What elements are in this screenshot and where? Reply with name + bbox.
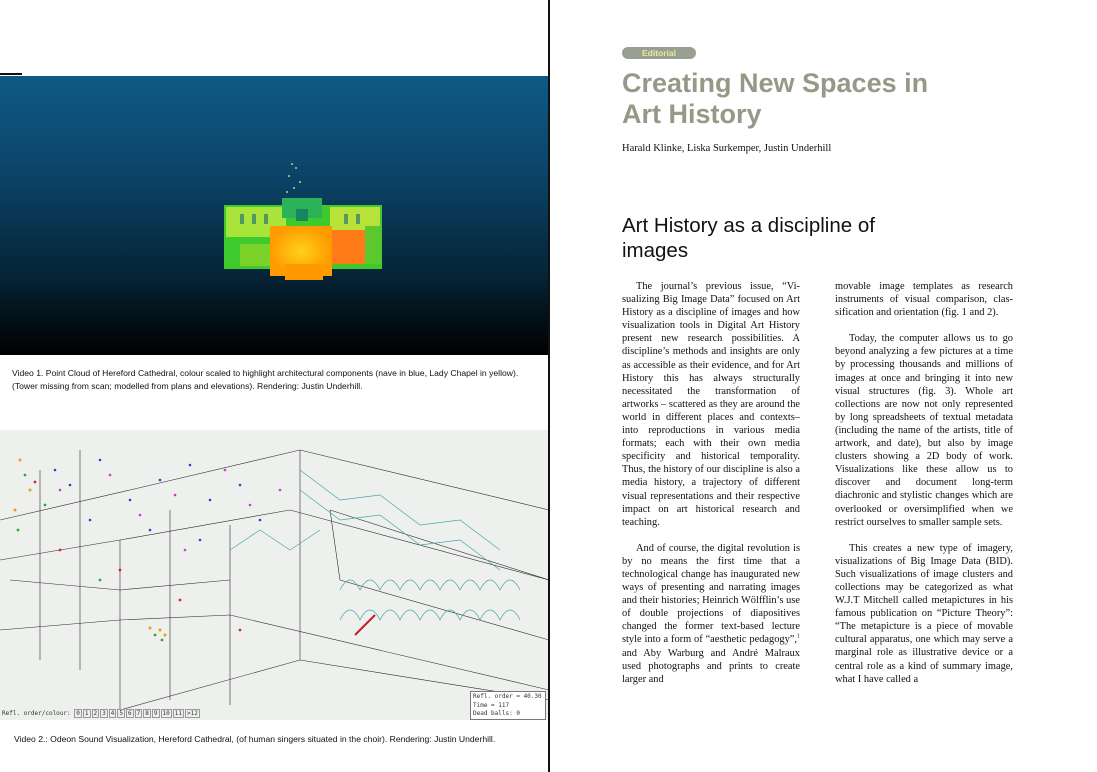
figure-2-readout [470,691,546,720]
paragraph: The journal’s previous issue, “Visualizing Big Image Data” focused on Art History as a discipline of images and how visualization tools in Digital Art History present new research possibilities. A discipline’s methods and insights are only as accessible as their evidence, and for Art History this has always structurally necessitated the transformation of artworks – scattered as they are around the world in different places and contexts– into reproductions in various media formats; each with their own media specificity and historical temporality. Thus, the history of our discipline is also a media history, a trajectory of different visual representations and their respective impact on art historical research and teaching. [622,281,800,528]
point-cloud-image [0,76,549,355]
legend-item: 1 [84,710,89,717]
figure-1-caption: Video 1. Point Cloud of Hereford Cathedral, colour scaled to highlight architectural components (nave in blue, Lady Chapel in yellow). (Tower missing from scan; modelled from plans and elevations). Rendering: Justin Underhill. [12,368,519,391]
paragraph: This creates a new type of imagery, visualizations of Big Image Data (BID). Such visualizations of image clusters and collections may be categorized as what W.J.T Mitchell called metapictures in his famous publication on “Picture Theory”: “The metapicture is a piece of movable cultural apparatus, one which may serve a marginal role as illustrative device or a central role as a kind of summary image, what I have called a [835,542,1013,685]
article-title: Creating New Spaces in Art History [622,68,929,129]
text-column-1 [622,280,800,686]
legend-item: 7 [136,710,141,717]
legend-item: 4 [110,710,115,717]
footnote-marker: 1 [797,633,800,640]
figure-1-point-cloud [0,76,549,355]
corner-rule [0,73,22,75]
legend-item: 3 [102,710,106,717]
paragraph-text: And of course, the digital revolution is by no means the first time that a technological change has inaugurated new ways of presenting and narrating images and their histories; Heinrich Wölfflin’s use of double projections of diapositives changed the former text-based lecture style into a form of “aesthetic pedagogy”, [622,542,800,646]
legend-item: 9 [153,710,158,717]
figure-2-sound-visualization [0,430,549,720]
legend-item: 11 [174,710,182,717]
legend-item: 8 [145,710,149,717]
section-badge: Editorial [622,47,696,59]
legend-item: 6 [128,710,132,717]
legend-item: 10 [162,710,170,717]
readout-line: Time = 117 [473,701,510,709]
section-heading: Art History as a discipline of images [622,214,875,262]
sound-visualization-image [0,430,549,720]
readout-line: Dead balls: 0 [473,710,520,717]
legend-item: 2 [93,710,98,717]
legend-item: 0 [76,710,80,717]
legend-label: Refl. order/colour: [2,710,71,717]
paragraph: movable image templates as research instruments of visual comparison, classification and orientation (fig. 1 and 2). [835,281,1013,319]
paragraph: Today, the computer allows us to go beyond analyzing a few pictures at a time by processing thousands and millions of images at once and bringing it into new visual structures (fig. 3). Whole art collections are now not only represented by long spreadsheets of textual metadata (including the name of the artists, title of artwork, and date), but also by image clusters showing a 2D body of work. Visualizations like these allow us to discover and document long-term diachronic and stylistic changes which are overlooked or oversimplified when we restrict ourselves to smaller sample sets. [835,333,1013,528]
paragraph [622,542,800,686]
legend-item: >12 [186,710,198,717]
readout-line: Refl. order = 40.30 [473,693,542,700]
paragraph-text: and Aby Warburg and André Malraux used photographs and prints to create larger and [622,647,800,685]
figure-2-legend [2,709,201,718]
figure-2-caption: Video 2.: Odeon Sound Visualization, Hereford Cathedral, (of human singers situated in the choir). Rendering: Justin Underhill. [14,734,496,744]
article-authors: Harald Klinke, Liska Surkemper, Justin Underhill [622,143,832,154]
legend-item: 5 [119,710,124,717]
text-column-2 [835,280,1013,686]
